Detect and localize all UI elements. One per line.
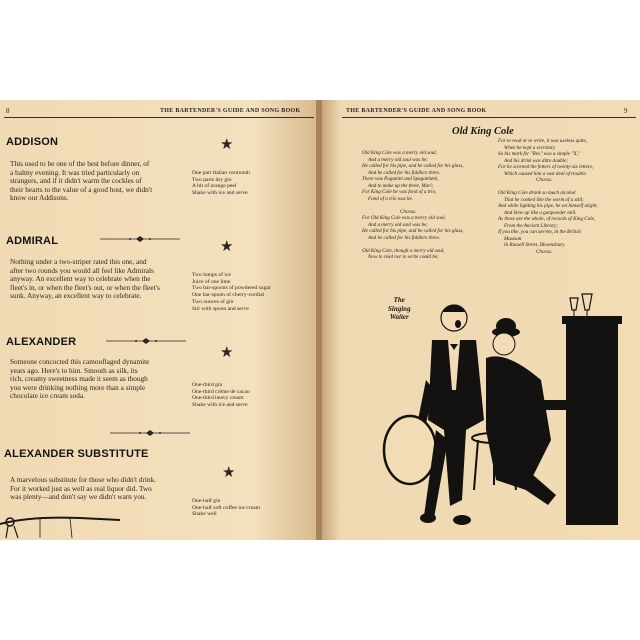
recipe-line: One-half gin bbox=[192, 498, 221, 504]
right-page-number: 9 bbox=[624, 107, 628, 115]
desc-line: anyway. An excellent way to celebrate when the bbox=[10, 274, 151, 284]
desc-line: sunk. Anyway, an excellent way to celebrate. bbox=[10, 291, 142, 301]
desc-line: a balmy evening. It was tried particularly on bbox=[10, 167, 140, 177]
bar-rail-illustration bbox=[0, 504, 120, 540]
lyric-line: If you like, you can see'em, in the British bbox=[498, 229, 581, 235]
right-head-rule bbox=[342, 117, 636, 118]
lyric-line: As these are the whole, of records of King Cole, bbox=[498, 216, 596, 222]
lyric-line: And to make up the three, Mari; bbox=[368, 182, 434, 189]
chorus-label: Chorus. bbox=[536, 248, 553, 255]
lyric-line: For King Cole he was fond of a trio, bbox=[362, 189, 437, 195]
recipe-line: Shake well bbox=[192, 511, 217, 518]
star-icon: ★ bbox=[220, 239, 234, 255]
recipe-line: Juice of one lime bbox=[192, 278, 231, 285]
lyric-line: Museum bbox=[504, 235, 522, 242]
lyric-line: For to read or to write, it was useless quite, bbox=[498, 138, 588, 144]
desc-line: you were drinking nothing more than a simple bbox=[10, 382, 146, 392]
caption-line: Waiter bbox=[389, 313, 409, 321]
lyric-line: And a merry old soul was he; bbox=[368, 221, 428, 228]
desc-line: was plenty—and don't say we didn't warn you. bbox=[10, 492, 147, 502]
right-running-head: THE BARTENDER'S GUIDE AND SONG BOOK bbox=[346, 108, 487, 114]
desc-line: Someone concocted this camouflaged dynamite bbox=[10, 357, 150, 366]
desc-line: know our Addisons. bbox=[10, 193, 69, 203]
lyric-line: From the Ancient Library; bbox=[504, 222, 558, 229]
recipe-line: Shake with ice and serve bbox=[192, 190, 248, 197]
lyric-line: He called for his pipe, and he called for his glass, bbox=[362, 163, 464, 169]
desc-line: years ago. Here's to him. Smooth as silk, its bbox=[10, 365, 138, 375]
lyric-line: Old King Cole was a merry old soul, bbox=[362, 150, 437, 156]
lyric-line: For he scorned the fetters of twenty-six letters, bbox=[498, 164, 594, 170]
left-running-head: THE BARTENDER'S GUIDE AND SONG BOOK bbox=[160, 108, 301, 114]
drink-title: ALEXANDER SUBSTITUTE bbox=[4, 448, 149, 460]
lyric-line: And while lighting his pipe, he set himself alight, bbox=[498, 203, 598, 209]
recipe-line: One-third gin bbox=[192, 382, 223, 388]
lyric-line: And blew up like a gunpowder mill. bbox=[504, 209, 577, 216]
caption-line: Singing bbox=[388, 304, 411, 313]
recipe bbox=[192, 272, 271, 312]
song-title: Old King Cole bbox=[452, 126, 514, 137]
star-icon: ★ bbox=[220, 345, 234, 361]
drink-description bbox=[10, 476, 180, 502]
lyric-line: Now to read nor to write could he; bbox=[368, 254, 439, 260]
lyric-line: For Old King Cole was a merry old soul, bbox=[362, 215, 446, 221]
recipe-line: One-third heavy cream bbox=[192, 395, 244, 402]
lyric-line: He called for his pipe, and he called for his glass, bbox=[362, 228, 464, 234]
lyric-line: There was Paganini and Spaganhetti, bbox=[362, 176, 439, 182]
recipe-line: Shake with ice and serve bbox=[192, 402, 248, 409]
desc-line: their hearts to the value of a good host, we didn't bbox=[10, 184, 153, 194]
recipe-line: A bit of orange peel bbox=[192, 183, 237, 190]
recipe bbox=[192, 382, 250, 409]
lyric-line: And he called for his fiddlers three. bbox=[368, 234, 441, 241]
drink-description bbox=[10, 358, 178, 401]
drink-title: ADMIRAL bbox=[6, 235, 59, 247]
desc-line: This used to be one of the best before dinner, of bbox=[10, 159, 150, 168]
lyric-line: So his mark for "Rex" was a simple "X," bbox=[498, 151, 580, 157]
lyric-line: When he kept a secretary. bbox=[504, 144, 557, 151]
recipe-line: Stir with spoon and serve bbox=[192, 305, 249, 312]
desc-line: A marvelous substitute for those who didn't drink. bbox=[10, 475, 157, 484]
star-icon: ★ bbox=[222, 465, 236, 481]
drink-description bbox=[10, 258, 182, 301]
song-verse-left bbox=[362, 150, 464, 261]
drink-description bbox=[10, 160, 178, 203]
desc-line: after two rounds you would all feel like Admirals bbox=[10, 265, 154, 275]
left-page-number: 8 bbox=[6, 107, 10, 115]
desc-line: rich, creamy sweetness made it seem as though bbox=[10, 374, 148, 384]
recipe-line: One-half soft coffee ice cream bbox=[192, 504, 260, 511]
lyric-line: And he called for his fiddlers three. bbox=[368, 169, 441, 176]
divider-ornament bbox=[106, 338, 186, 344]
lyric-line: That he cooked like the worm of a still; bbox=[504, 196, 584, 203]
desc-line: Nothing under a two-striper rated this one, and bbox=[10, 257, 147, 266]
recipe-line: Two lumps of ice bbox=[192, 272, 231, 278]
star-icon: ★ bbox=[220, 137, 234, 153]
recipe-line: Two bar-spoons of powdered sugar bbox=[192, 285, 271, 292]
divider-ornament bbox=[100, 236, 180, 242]
lyric-line: And his drink was ditto double; bbox=[504, 157, 569, 164]
lyric-line: Fond of a trio was he. bbox=[368, 195, 413, 202]
lyric-line: And a merry old soul was he; bbox=[368, 156, 428, 163]
illustration-caption bbox=[388, 296, 411, 322]
lyric-line: Old King Cole, though a merry old soul, bbox=[362, 247, 445, 254]
recipe bbox=[192, 170, 250, 197]
drink-title: ADDISON bbox=[6, 136, 59, 148]
lyric-line: Old King Cole drank so much alcohol bbox=[498, 190, 576, 196]
desc-line: fleet's in, or when the fleet's out, or when the fleet's bbox=[10, 282, 160, 292]
right-page bbox=[322, 100, 640, 540]
recipe bbox=[192, 498, 260, 518]
desc-line: chocolate ice cream soda. bbox=[10, 391, 85, 401]
caption-line: The bbox=[393, 296, 405, 304]
lyric-line: Which caused him a vast deal of trouble. bbox=[504, 170, 587, 177]
recipe-line: Two parts dry gin bbox=[192, 176, 232, 183]
drink-title: ALEXANDER bbox=[6, 336, 77, 348]
open-book bbox=[0, 100, 640, 540]
desc-line: strangers, and if it didn't warm the cockles of bbox=[10, 176, 142, 186]
desc-line: For it worked just as well as real liquor did. Two bbox=[10, 483, 152, 493]
left-head-rule bbox=[4, 117, 314, 118]
divider-ornament bbox=[110, 430, 190, 436]
recipe-line: One bar-spoon of cherry-cordial bbox=[192, 292, 265, 299]
lyric-line: In Russell Street, Bloomsbury. bbox=[504, 242, 566, 248]
left-page bbox=[0, 100, 318, 540]
chorus-label: Chorus. bbox=[536, 177, 553, 183]
recipe-line: Two ounces of gin bbox=[192, 298, 234, 305]
recipe-line: One part Italian vermouth bbox=[192, 170, 250, 176]
recipe-line: One-third crème de cacao bbox=[192, 388, 250, 395]
chorus-label: Chorus. bbox=[400, 208, 417, 215]
song-verse-right bbox=[498, 138, 598, 255]
